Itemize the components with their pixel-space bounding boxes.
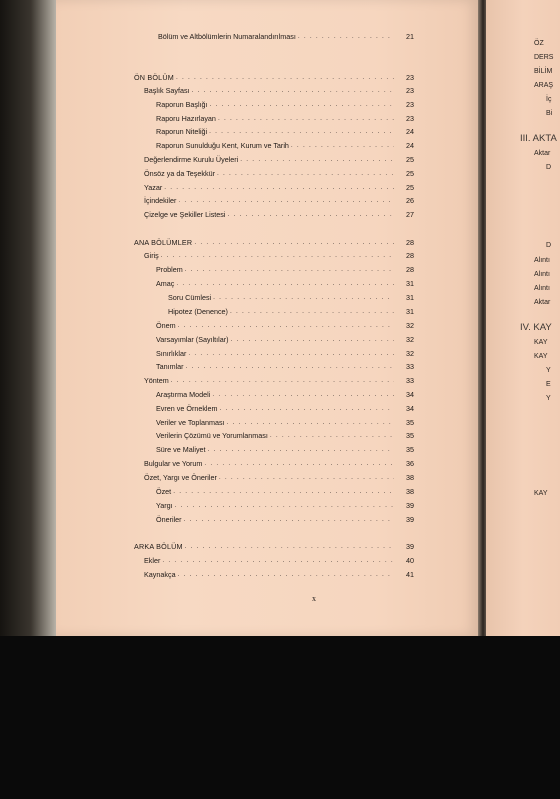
- toc-entry-label: Raporun Niteliği: [156, 127, 208, 136]
- book-edge-shadow: [0, 0, 56, 640]
- toc-leader-dots: [176, 279, 394, 288]
- toc-entry: [168, 304, 414, 316]
- toc-entry-page: 34: [406, 390, 414, 399]
- toc-entry-label: Raporun Sunulduğu Kent, Kurum ve Tarih: [156, 141, 289, 150]
- toc-entry-label: Tanımlar: [156, 362, 184, 371]
- toc-entry-page: 21: [406, 32, 414, 41]
- toc-entry: [144, 152, 414, 164]
- toc-entry: [144, 553, 414, 565]
- right-page-fragment: E: [546, 381, 551, 388]
- toc-leader-dots: [188, 349, 394, 358]
- toc-entry: [144, 180, 414, 192]
- toc-leader-dots: [162, 556, 394, 565]
- toc-entry: [144, 567, 414, 579]
- toc-entry-page: 31: [406, 293, 414, 302]
- toc-entry: [156, 428, 414, 440]
- toc-entry: [156, 359, 414, 371]
- toc-leader-dots: [184, 515, 394, 524]
- toc-leader-dots: [240, 155, 394, 164]
- toc-entry-page: 32: [406, 321, 414, 330]
- toc-leader-dots: [204, 459, 394, 468]
- toc-entry: [156, 332, 414, 344]
- right-page-fragment: IV. KAY: [520, 322, 552, 333]
- right-page-fragment: KAY: [534, 353, 548, 360]
- toc-entry: [156, 318, 414, 330]
- toc-entry: [144, 207, 414, 219]
- toc-leader-dots: [208, 445, 394, 454]
- toc-leader-dots: [178, 321, 394, 330]
- toc-entry: [134, 539, 414, 551]
- toc-entry: [156, 498, 414, 510]
- toc-entry: [156, 484, 414, 496]
- toc-entry-label: Öneriler: [156, 515, 182, 524]
- toc-entry-label: Yargı: [156, 501, 173, 510]
- toc-entry-label: Sınırlıklar: [156, 349, 187, 358]
- toc-leader-dots: [291, 141, 394, 150]
- toc-entry-label: Yöntem: [144, 376, 169, 385]
- toc-entry: [156, 138, 414, 150]
- toc-entry-label: Verilerin Çözümü ve Yorumlanması: [156, 431, 268, 440]
- toc-leader-dots: [231, 335, 394, 344]
- toc-leader-dots: [185, 542, 394, 551]
- toc-entry-page: 28: [406, 251, 414, 260]
- right-page-fragment: D: [546, 164, 552, 171]
- toc-entry-page: 39: [406, 501, 414, 510]
- toc-entry-page: 23: [406, 100, 414, 109]
- toc-entry-label: ARKA BÖLÜM: [134, 542, 183, 551]
- toc-entry-page: 35: [406, 431, 414, 440]
- toc-entry: [156, 415, 414, 427]
- right-page-fragment: ÖZ: [534, 40, 544, 47]
- toc-leader-dots: [227, 418, 394, 427]
- toc-entry-page: 31: [406, 279, 414, 288]
- toc-entry: [156, 346, 414, 358]
- toc-entry-label: Varsayımlar (Sayıltılar): [156, 335, 229, 344]
- toc-entry-label: Çizelge ve Şekiller Listesi: [144, 210, 226, 219]
- toc-entry-label: Hipotez (Denence): [168, 307, 228, 316]
- toc-entry-page: 40: [406, 556, 414, 565]
- toc-entry: [156, 401, 414, 413]
- right-page-fragment: KAY: [534, 490, 548, 497]
- toc-entry-page: 31: [406, 307, 414, 316]
- toc-entry-label: Başlık Sayfası: [144, 86, 190, 95]
- toc-entry: [156, 97, 414, 109]
- toc-entry-label: ANA BÖLÜMLER: [134, 238, 193, 247]
- toc-entry-label: Özet, Yargı ve Öneriler: [144, 473, 217, 482]
- right-page-fragment: Y: [546, 367, 551, 374]
- right-page-fragment: Aktar: [534, 150, 551, 157]
- right-page-fragment: KAY: [534, 339, 548, 346]
- toc-entry: [144, 456, 414, 468]
- right-page-partial: [486, 0, 560, 640]
- right-page-fragment: Bi: [546, 110, 553, 117]
- toc-leader-dots: [173, 487, 394, 496]
- right-page-fragment: DERS: [534, 54, 554, 61]
- toc-entry-page: 23: [406, 73, 414, 82]
- toc-entry-label: Problem: [156, 265, 183, 274]
- toc-leader-dots: [171, 376, 394, 385]
- toc-leader-dots: [298, 32, 394, 41]
- toc-entry-page: 38: [406, 487, 414, 496]
- toc-entry-label: Değerlendirme Kurulu Üyeleri: [144, 155, 239, 164]
- toc-entry-label: ÖN BÖLÜM: [134, 73, 174, 82]
- right-page-fragment: Alıntı: [534, 271, 550, 278]
- right-page-fragment: İç: [546, 96, 552, 103]
- toc-entry-page: 24: [406, 127, 414, 136]
- toc-entry-label: İçindekiler: [144, 196, 177, 205]
- toc-entry-page: 33: [406, 376, 414, 385]
- toc-entry-label: Önsöz ya da Teşekkür: [144, 169, 215, 178]
- toc-entry-label: Soru Cümlesi: [168, 293, 212, 302]
- left-page-table-of-contents: [56, 0, 480, 636]
- toc-entry-label: Raporu Hazırlayan: [156, 114, 216, 123]
- toc-entry-page: 33: [406, 362, 414, 371]
- toc-entry-page: 23: [406, 114, 414, 123]
- right-page-fragment: Alıntı: [534, 285, 550, 292]
- right-page-fragment: III. AKTA: [520, 133, 557, 144]
- toc-entry-page: 25: [406, 155, 414, 164]
- toc-leader-dots: [230, 307, 394, 316]
- toc-entry-label: Amaç: [156, 279, 175, 288]
- toc-entry: [144, 470, 414, 482]
- page-number: x: [312, 594, 316, 603]
- right-page-fragment: Alıntı: [534, 257, 550, 264]
- toc-leader-dots: [164, 183, 394, 192]
- toc-leader-dots: [217, 169, 394, 178]
- toc-entry-page: 35: [406, 418, 414, 427]
- toc-leader-dots: [270, 431, 394, 440]
- toc-entry-page: 28: [406, 238, 414, 247]
- toc-leader-dots: [178, 570, 394, 579]
- toc-leader-dots: [218, 114, 394, 123]
- toc-entry: [156, 111, 414, 123]
- right-page-fragment: D: [546, 242, 552, 249]
- toc-leader-dots: [192, 86, 394, 95]
- toc-leader-dots: [210, 100, 394, 109]
- right-page-fragment: ARAŞ: [534, 82, 554, 89]
- toc-entry: [156, 124, 414, 136]
- toc-entry: [144, 83, 414, 95]
- toc-entry-page: 25: [406, 183, 414, 192]
- toc-entry: [156, 387, 414, 399]
- toc-entry: [156, 442, 414, 454]
- toc-entry-label: Araştırma Modeli: [156, 390, 211, 399]
- toc-leader-dots: [186, 362, 394, 371]
- toc-entry-page: 28: [406, 265, 414, 274]
- toc-entry-page: 38: [406, 473, 414, 482]
- toc-entry-label: Veriler ve Toplanması: [156, 418, 225, 427]
- toc-entry-page: 23: [406, 86, 414, 95]
- toc-entry-page: 41: [406, 570, 414, 579]
- toc-leader-dots: [209, 127, 394, 136]
- toc-leader-dots: [194, 238, 394, 247]
- toc-entry: [144, 166, 414, 178]
- toc-entry: [134, 70, 414, 82]
- toc-entry-label: Kaynakça: [144, 570, 176, 579]
- toc-entry: [144, 373, 414, 385]
- toc-entry-label: Giriş: [144, 251, 159, 260]
- toc-entry-label: Bulgular ve Yorum: [144, 459, 203, 468]
- toc-entry: [156, 262, 414, 274]
- toc-entry-page: 25: [406, 169, 414, 178]
- toc-entry: [156, 512, 414, 524]
- toc-leader-dots: [161, 251, 394, 260]
- toc-entry-page: 32: [406, 349, 414, 358]
- toc-entry-label: Raporun Başlığı: [156, 100, 208, 109]
- toc-entry-page: 35: [406, 445, 414, 454]
- dark-background: [0, 636, 560, 799]
- toc-entry-page: 27: [406, 210, 414, 219]
- toc-entry-label: Evren ve Örneklem: [156, 404, 218, 413]
- toc-leader-dots: [178, 196, 394, 205]
- toc-entry-page: 39: [406, 515, 414, 524]
- right-page-fragment: Y: [546, 395, 551, 402]
- toc-entry-label: Özet: [156, 487, 172, 496]
- toc-entry-label: Yazar: [144, 183, 163, 192]
- toc-entry-page: 24: [406, 141, 414, 150]
- toc-entry: [168, 290, 414, 302]
- toc-leader-dots: [219, 473, 394, 482]
- toc-entry: [144, 248, 414, 260]
- toc-entry-page: 36: [406, 459, 414, 468]
- toc-leader-dots: [175, 501, 394, 510]
- toc-leader-dots: [185, 265, 394, 274]
- toc-leader-dots: [220, 404, 394, 413]
- toc-entry: [144, 193, 414, 205]
- right-page-fragment: BİLİM: [534, 68, 553, 75]
- toc-entry-page: 32: [406, 335, 414, 344]
- toc-entry-page: 26: [406, 196, 414, 205]
- toc-entry-label: Bölüm ve Altbölümlerin Numaralandırılması: [158, 32, 296, 41]
- toc-entry-label: Ekler: [144, 556, 161, 565]
- toc-entry-page: 39: [406, 542, 414, 551]
- toc-entry-label: Süre ve Maliyet: [156, 445, 206, 454]
- toc-entry-label: Önem: [156, 321, 176, 330]
- toc-leader-dots: [176, 73, 394, 82]
- toc-leader-dots: [228, 210, 395, 219]
- toc-entry: [156, 276, 414, 288]
- right-page-fragment: Aktar: [534, 299, 551, 306]
- toc-entry: [158, 29, 414, 41]
- toc-entry-page: 34: [406, 404, 414, 413]
- toc-entry: [134, 235, 414, 247]
- toc-leader-dots: [212, 390, 394, 399]
- toc-leader-dots: [213, 293, 394, 302]
